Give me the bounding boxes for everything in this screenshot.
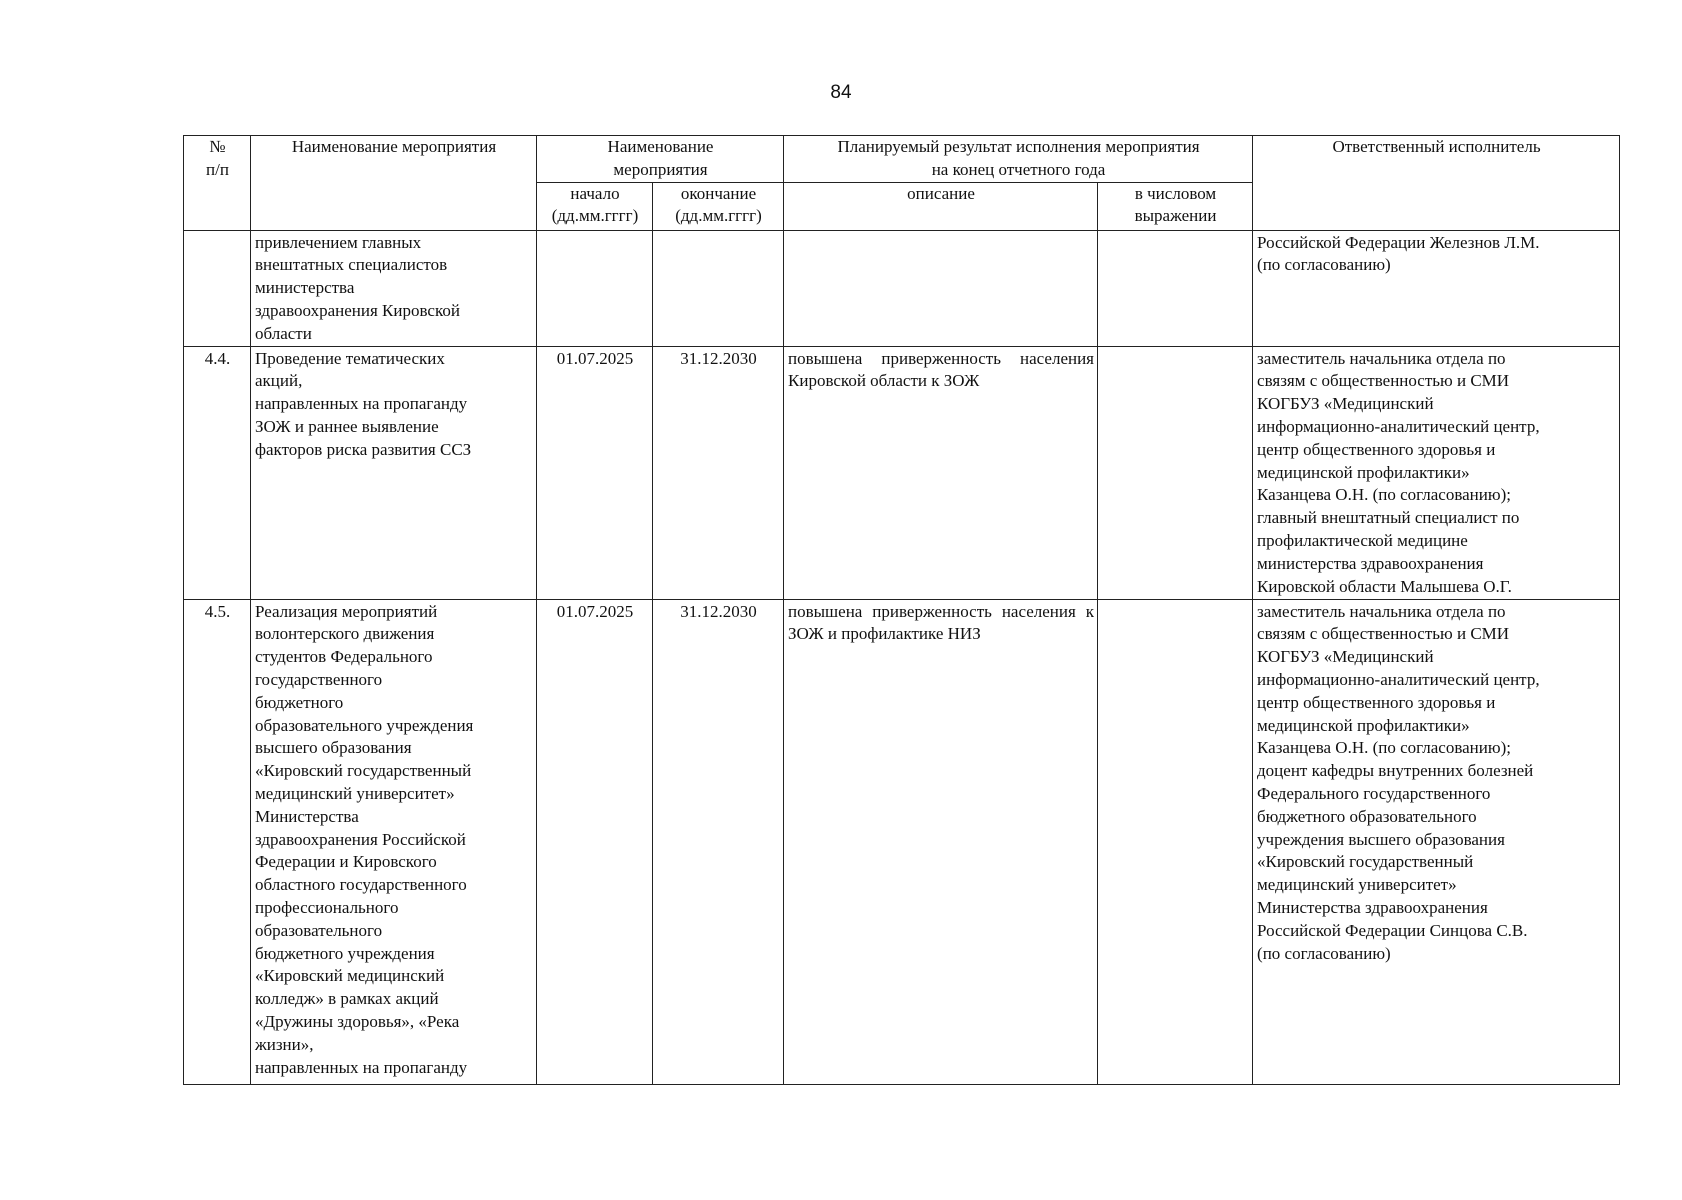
row-numeric	[1098, 230, 1253, 346]
row-start: 01.07.2025	[537, 599, 653, 1084]
row-start: 01.07.2025	[537, 346, 653, 599]
header-row-1	[184, 136, 1620, 183]
header-result-group: Планируемый результат исполнения мероприятия на конец отчетного года	[784, 136, 1253, 183]
activities-table	[183, 135, 1620, 1085]
row-name: Реализация мероприятий волонтерского движения студентов Федерального государственного бюджетного образовательного учреждения высшего образования «Кировский государственный медицинский университет» Министерства здравоохранения Российской Федерации и Кировского областного государственного профессионального образовательного бюджетного учреждения «Кировский медицинский колледж» в рамках акций «Дружины здоровья», «Река жизни», направленных на пропаганду	[251, 599, 537, 1084]
header-numeric: в числовом выражении	[1098, 182, 1253, 230]
row-name: Проведение тематических акций, направленных на пропаганду ЗОЖ и раннее выявление факторов риска развития ССЗ	[251, 346, 537, 599]
table-header	[184, 136, 1620, 231]
header-num: № п/п	[184, 136, 251, 231]
row-numeric	[1098, 599, 1253, 1084]
table-row	[184, 230, 1620, 346]
row-description: повышена приверженность населения Кировской области к ЗОЖ	[784, 346, 1098, 599]
row-numeric	[1098, 346, 1253, 599]
row-responsible: Российской Федерации Железнов Л.М. (по согласованию)	[1253, 230, 1620, 346]
header-name: Наименование мероприятия	[251, 136, 537, 231]
row-start	[537, 230, 653, 346]
row-num: 4.4.	[184, 346, 251, 599]
page-number: 84	[830, 82, 852, 103]
row-end: 31.12.2030	[653, 599, 784, 1084]
table-body	[184, 230, 1620, 1084]
table-row	[184, 346, 1620, 599]
row-end	[653, 230, 784, 346]
row-num	[184, 230, 251, 346]
header-start: начало (дд.мм.гггг)	[537, 182, 653, 230]
row-description	[784, 230, 1098, 346]
header-description: описание	[784, 182, 1098, 230]
header-end: окончание (дд.мм.гггг)	[653, 182, 784, 230]
row-description: повышена приверженность населения к ЗОЖ и профилактике НИЗ	[784, 599, 1098, 1084]
row-num: 4.5.	[184, 599, 251, 1084]
row-responsible: заместитель начальника отдела по связям с общественностью и СМИ КОГБУЗ «Медицинский информационно-аналитический центр, центр общественного здоровья и медицинской профилактики» Казанцева О.Н. (по согласованию); доцент кафедры внутренних болезней Федерального государственного бюджетного образовательного учреждения высшего образования «Кировский государственный медицинский университет» Министерства здравоохранения Российской Федерации Синцова С.В. (по согласованию)	[1253, 599, 1620, 1084]
header-timing-group: Наименование мероприятия	[537, 136, 784, 183]
header-responsible: Ответственный исполнитель	[1253, 136, 1620, 231]
row-responsible: заместитель начальника отдела по связям с общественностью и СМИ КОГБУЗ «Медицинский информационно-аналитический центр, центр общественного здоровья и медицинской профилактики» Казанцева О.Н. (по согласованию); главный внештатный специалист по профилактической медицине министерства здравоохранения Кировской области Малышева О.Г.	[1253, 346, 1620, 599]
table-row	[184, 599, 1620, 1084]
row-name: привлечением главных внештатных специалистов министерства здравоохранения Кировской области	[251, 230, 537, 346]
row-end: 31.12.2030	[653, 346, 784, 599]
